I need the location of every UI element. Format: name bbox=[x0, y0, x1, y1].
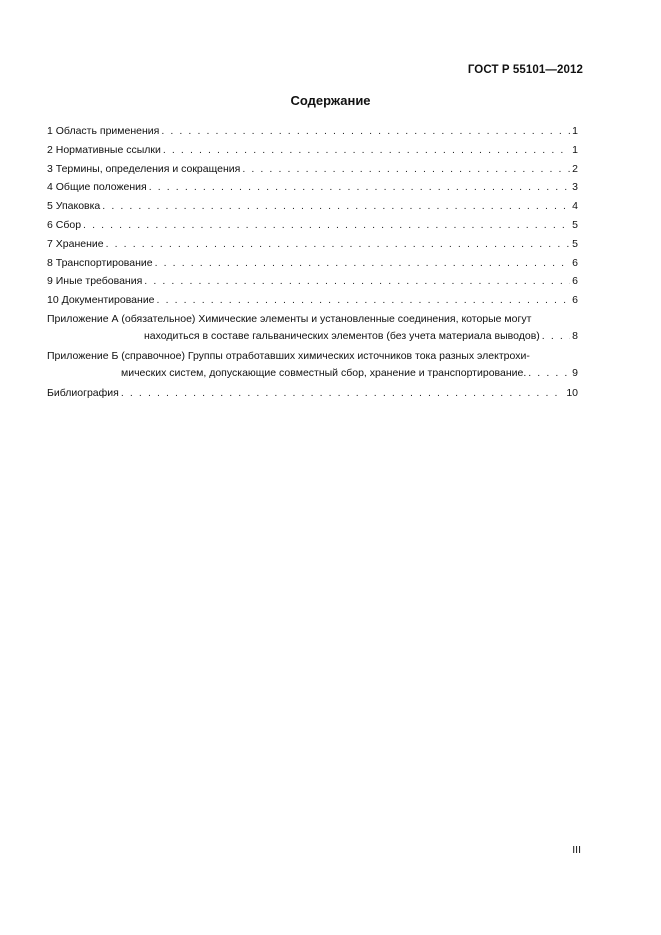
toc-title: Содержание bbox=[290, 93, 371, 108]
toc-leader-dots bbox=[242, 160, 570, 179]
toc-entry-label: 10 Документирование bbox=[47, 294, 155, 307]
toc-annex-b[interactable] bbox=[47, 348, 578, 382]
toc-entry-page: 5 bbox=[572, 237, 578, 250]
toc-entry-page: 10 bbox=[566, 386, 578, 399]
page-number: III bbox=[572, 844, 581, 856]
annex-b-continuation bbox=[47, 365, 578, 382]
toc-entry-label: 5 Упаковка bbox=[47, 200, 101, 213]
toc-entry[interactable] bbox=[47, 291, 578, 310]
toc-leader-dots bbox=[144, 272, 570, 291]
toc-entry[interactable] bbox=[47, 272, 578, 291]
toc-entry[interactable] bbox=[47, 160, 578, 179]
toc-entry-page: 1 bbox=[572, 143, 578, 156]
toc-leader-dots bbox=[155, 254, 571, 273]
toc-entry-page: 6 bbox=[572, 256, 578, 269]
annex-b-title-line: Приложение Б (справочное) Группы отработавших химических источников тока разных электрохи- bbox=[47, 349, 530, 362]
toc-entry-label: 9 Иные требования bbox=[47, 275, 143, 288]
table-of-contents bbox=[47, 122, 578, 403]
toc-entry-page: 5 bbox=[572, 218, 578, 231]
toc-entry-page: 6 bbox=[572, 275, 578, 288]
toc-entry-page: 2 bbox=[572, 162, 578, 175]
toc-entry-label: Библиография bbox=[47, 386, 119, 399]
toc-leader-dots bbox=[163, 141, 570, 160]
toc-entry-page: 4 bbox=[572, 200, 578, 213]
toc-leader-dots bbox=[542, 328, 570, 345]
toc-entry[interactable] bbox=[47, 254, 578, 273]
toc-entry[interactable] bbox=[47, 216, 578, 235]
toc-entry-page: 3 bbox=[572, 181, 578, 194]
document-code: ГОСТ Р 55101—2012 bbox=[467, 64, 583, 76]
toc-entry-label: 7 Хранение bbox=[47, 237, 104, 250]
toc-leader-dots bbox=[121, 384, 564, 403]
toc-leader-dots bbox=[106, 235, 571, 254]
toc-entry[interactable] bbox=[47, 141, 578, 160]
annex-a-continuation bbox=[47, 328, 578, 345]
toc-entry-label: 8 Транспортирование bbox=[47, 256, 153, 269]
toc-entry[interactable] bbox=[47, 235, 578, 254]
toc-entry-page: 1 bbox=[572, 125, 578, 137]
toc-leader-dots bbox=[83, 216, 570, 235]
annex-a-title-continuation: находиться в составе гальванических элементов (без учета материала выводов) bbox=[144, 329, 540, 342]
toc-annex-a[interactable] bbox=[47, 311, 578, 345]
toc-entry-bibliography[interactable] bbox=[47, 384, 578, 403]
toc-entry-label: 3 Термины, определения и сокращения bbox=[47, 162, 241, 175]
toc-entry[interactable] bbox=[47, 197, 578, 216]
toc-entry-page: 6 bbox=[572, 294, 578, 307]
toc-entry[interactable] bbox=[47, 178, 578, 197]
toc-entry-label: 2 Нормативные ссылки bbox=[47, 143, 161, 156]
annex-a-title-line: Приложение А (обязательное) Химические элементы и установленные соединения, которые могут bbox=[47, 312, 532, 325]
toc-entry[interactable] bbox=[47, 122, 578, 141]
toc-entry-label: 4 Общие положения bbox=[47, 181, 147, 194]
toc-leader-dots bbox=[157, 291, 571, 310]
annex-b-title-continuation: мических систем, допускающие совместный сбор, хранение и транспортирование. bbox=[121, 366, 527, 379]
toc-entry-label: 1 Область применения bbox=[47, 125, 160, 137]
toc-leader-dots bbox=[149, 178, 570, 197]
toc-leader-dots bbox=[528, 365, 570, 382]
toc-leader-dots bbox=[102, 197, 570, 216]
toc-entry-label: 6 Сбор bbox=[47, 218, 82, 231]
toc-leader-dots bbox=[161, 122, 570, 141]
toc-entry-page: 9 bbox=[572, 366, 578, 379]
toc-entry-page: 8 bbox=[572, 329, 578, 342]
